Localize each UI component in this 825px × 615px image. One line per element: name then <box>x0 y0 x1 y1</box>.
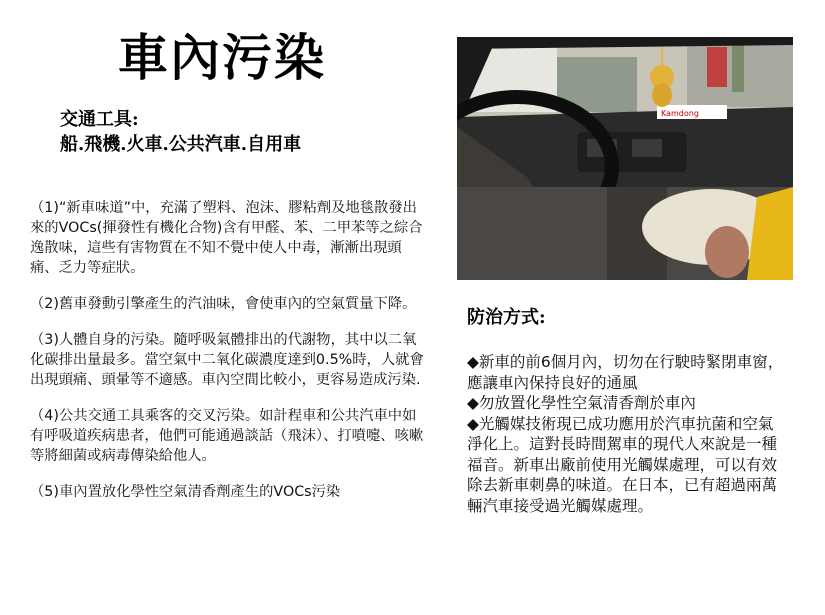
paragraph-3: （3)人體自身的污染。隨呼吸氣體排出的代謝物，其中以二氧化碳排出量最多。當空氣中二氧化碳濃度達到0.5%時，人就會出現頭痛、頭暈等不適感。車內空間比較小，更容易造成污染. <box>30 332 424 388</box>
transport-section <box>60 107 301 157</box>
paragraph-2: （2)舊車發動引擎產生的汽油味，會使車內的空氣質量下降。 <box>30 296 417 312</box>
paragraph-5: （5)車內置放化學性空氣清香劑產生的VOCs污染 <box>30 484 341 500</box>
car-interior-illustration <box>457 37 793 280</box>
dashboard-brand-label: Kamdong <box>661 109 699 118</box>
prevention-list <box>467 352 787 516</box>
transport-heading: 交通工具: <box>60 109 139 130</box>
prevention-item-2: ◆勿放置化學性空氣清香劑於車內 <box>467 394 696 412</box>
prevention-title: 防治方式: <box>467 307 546 328</box>
prevention-item-1: ◆新車的前6個月內，切勿在行駛時緊閉車窗，應讓車內保持良好的通風 <box>467 353 784 392</box>
prevention-item-3: ◆光觸媒技術現已成功應用於汽車抗菌和空氣淨化上。這對長時間駕車的現代人來說是一種福音。新車出廠前使用光觸媒處理，可以有效除去新車刺鼻的味道。在日本，已有超過兩萬輛汽車接受過光觸媒處理。 <box>467 414 778 515</box>
paragraph-1: （1)“新車味道”中，充滿了塑料、泡沫、膠粘劑及地毯散發出來的VOCs(揮發性有機化合物)含有甲醛、苯、二甲苯等之綜合逸散味，這些有害物質在不知不覺中使人中毒，漸漸出現頭痛、乏力等症狀。 <box>30 200 423 276</box>
pollution-sources <box>30 198 425 518</box>
car-interior-photo <box>457 37 793 280</box>
transport-list: 船.飛機.火車.公共汽車.自用車 <box>60 134 302 155</box>
page-title: 車內污染 <box>118 28 326 87</box>
paragraph-4: （4)公共交通工具乘客的交叉污染。如計程車和公共汽車中如有呼吸道疾病患者，他們可能通過談話（飛沫）、打噴嚏、咳嗽等將細菌或病毒傳染給他人。 <box>30 408 424 464</box>
